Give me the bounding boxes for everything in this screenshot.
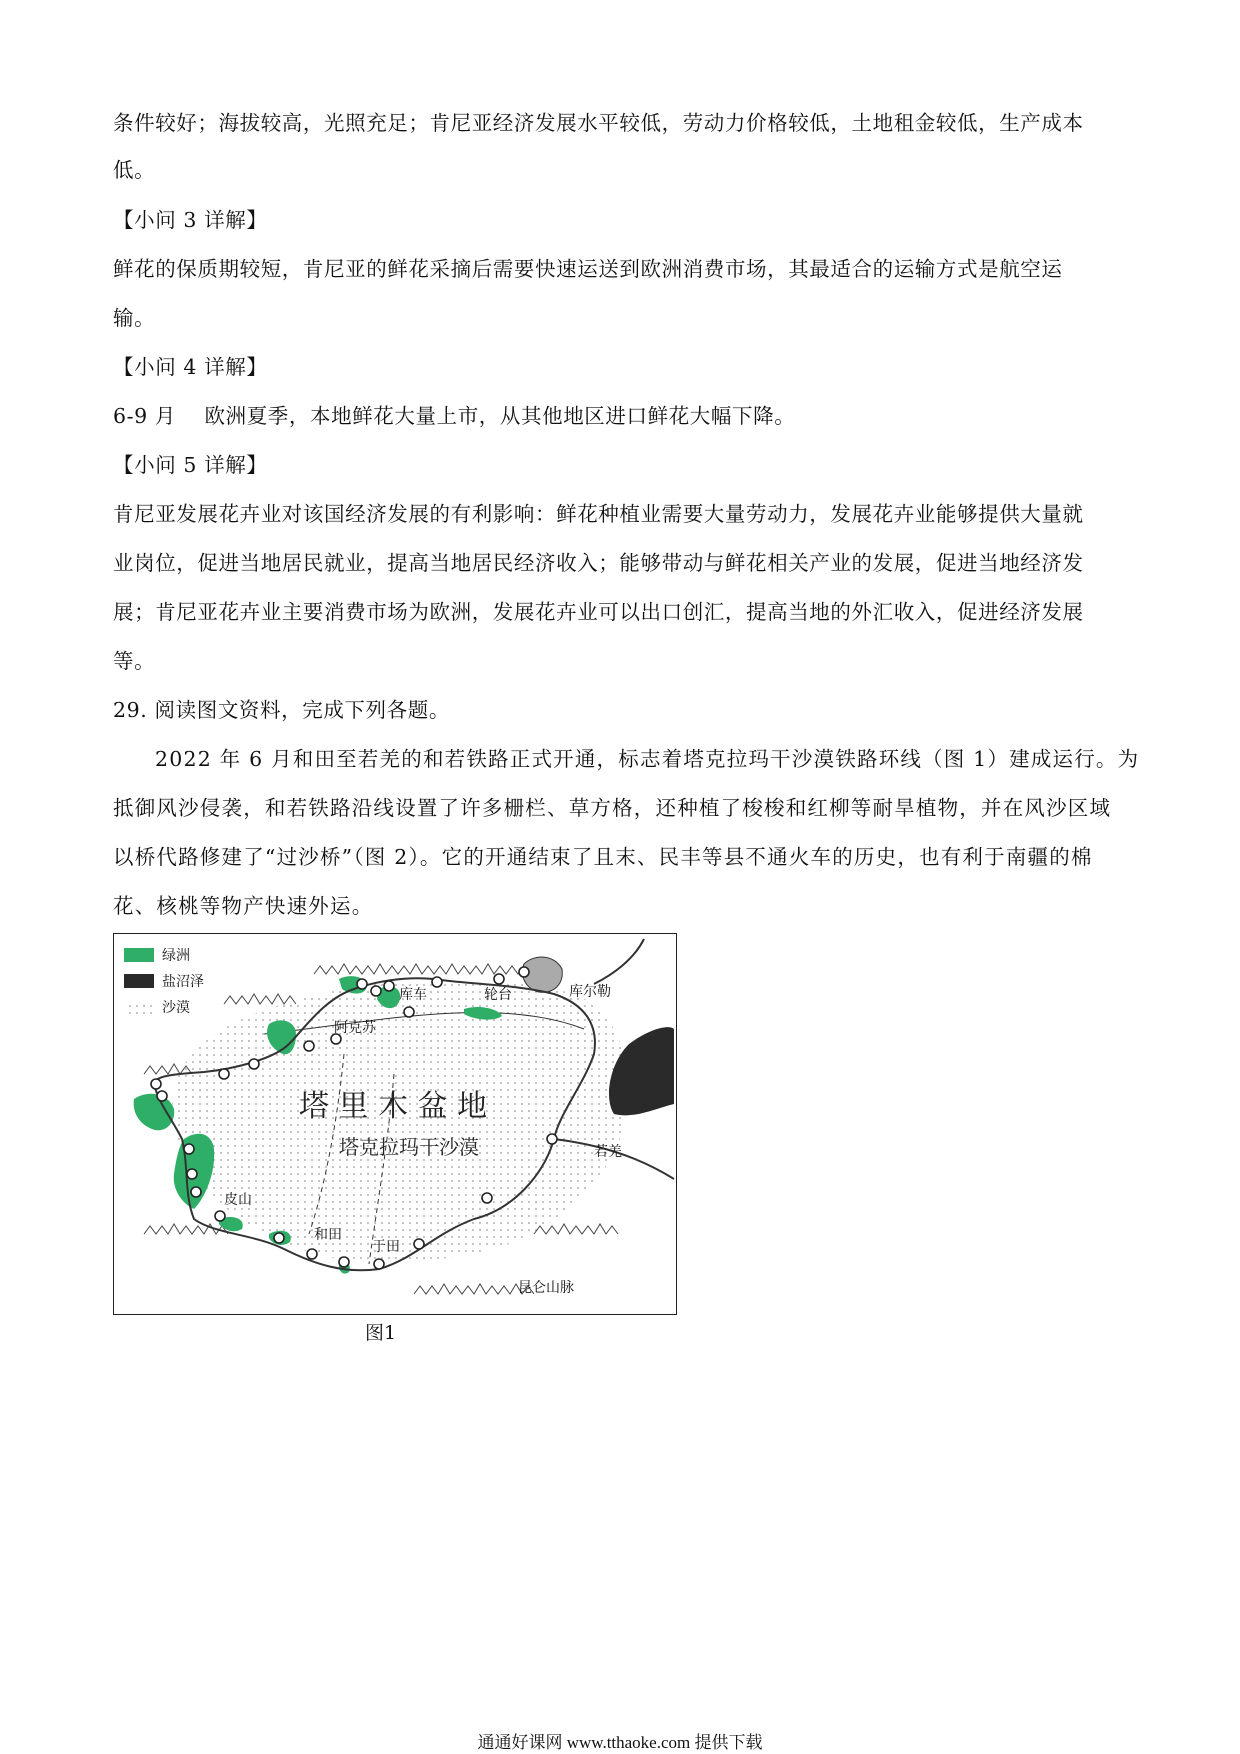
label-korla: 库尔勒	[569, 984, 611, 1000]
text-line-12: 等。	[113, 649, 156, 673]
subquestion-3-heading: 【小问 3 详解】	[113, 208, 268, 232]
legend-oasis: 绿洲	[162, 948, 190, 964]
text-line-7: 6-9 月 欧洲夏季，本地鲜花大量上市，从其他地区进口鲜花大幅下降。	[113, 404, 796, 428]
subquestion-5-heading: 【小问 5 详解】	[113, 453, 268, 477]
label-ruoqiang: 若羌	[594, 1144, 622, 1160]
label-kuqa: 库车	[399, 987, 427, 1003]
tarim-basin-map	[113, 933, 677, 1315]
text-line-5: 输。	[113, 306, 156, 330]
label-tarim-basin: 塔 里 木 盆 地	[299, 1089, 488, 1124]
map-legend	[124, 948, 204, 1016]
text-line-2: 低。	[113, 158, 156, 182]
passage-line-1: 2022 年 6 月和田至若羌的和若铁路正式开通，标志着塔克拉玛干沙漠铁路环线（图 1）建成运行。为	[155, 747, 1140, 771]
page-footer: 通通好课网 www.tthaoke.com 提供下载	[477, 1733, 763, 1752]
subquestion-4-heading: 【小问 4 详解】	[113, 355, 268, 379]
label-luntai: 轮台	[484, 987, 512, 1003]
passage-line-3: 以桥代路修建了“过沙桥”（图 2）。它的开通结束了且末、民丰等县不通火车的历史，也有利于南疆的棉	[113, 845, 1093, 869]
legend-desert: 沙漠	[162, 1000, 190, 1016]
passage-line-2: 抵御风沙侵袭，和若铁路沿线设置了许多栅栏、草方格，还种植了梭梭和红柳等耐旱植物，并在风沙区域	[113, 796, 1112, 820]
question-29-title: 29. 阅读图文资料，完成下列各题。	[113, 698, 450, 722]
map-svg	[114, 934, 676, 1314]
label-yutian: 于田	[372, 1239, 400, 1255]
label-hotan: 和田	[314, 1227, 342, 1243]
text-line-10: 业岗位，促进当地居民就业，提高当地居民经济收入；能够带动与鲜花相关产业的发展，促进当地经济发	[113, 551, 1084, 575]
figure-caption: 图1	[365, 1322, 397, 1344]
label-taklamakan: 塔克拉玛干沙漠	[339, 1135, 479, 1159]
railway-ext-north	[594, 939, 644, 984]
label-pishan: 皮山	[224, 1192, 252, 1208]
text-line-11: 展；肯尼亚花卉业主要消费市场为欧洲，发展花卉业可以出口创汇，提高当地的外汇收入，促进经济发展	[113, 600, 1084, 624]
legend-salt-marsh: 盐沼泽	[162, 974, 204, 990]
label-aksu: 阿克苏	[334, 1020, 376, 1036]
text-line-4: 鲜花的保质期较短，肯尼亚的鲜花采摘后需要快速运送到欧洲消费市场，其最适合的运输方式是航空运	[113, 257, 1063, 281]
label-kunlun: 昆仑山脉	[518, 1280, 574, 1296]
text-line-1: 条件较好；海拔较高，光照充足；肯尼亚经济发展水平较低，劳动力价格较低，土地租金较低，生产成本	[113, 111, 1084, 135]
text-line-9: 肯尼亚发展花卉业对该国经济发展的有利影响：鲜花种植业需要大量劳动力，发展花卉业能够提供大量就	[113, 502, 1084, 526]
passage-line-4: 花、核桃等物产快速外运。	[113, 894, 374, 918]
